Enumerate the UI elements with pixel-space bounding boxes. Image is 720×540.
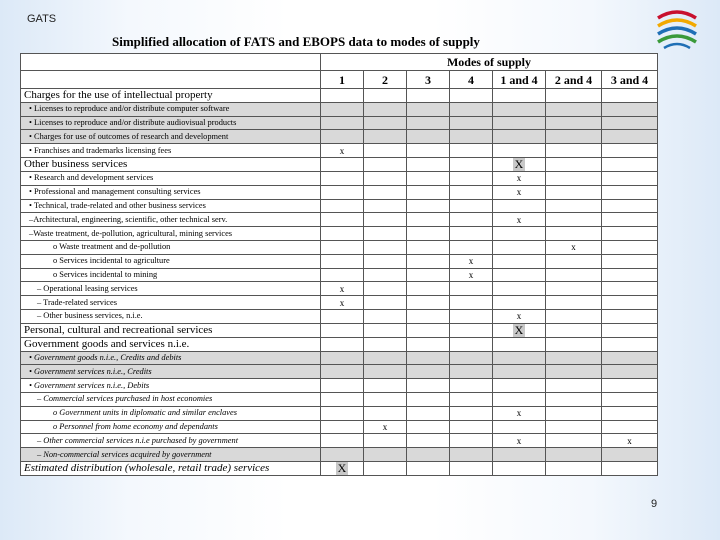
mode-cell [321, 420, 364, 434]
mode-cell [321, 240, 364, 254]
mode-cell [407, 240, 450, 254]
mode-cell [407, 268, 450, 282]
page-title: Simplified allocation of FATS and EBOPS data to modes of supply [112, 34, 480, 49]
mode-cell [493, 420, 546, 434]
mode-cell [602, 89, 658, 103]
mode-cell [450, 227, 493, 241]
table-row [21, 227, 658, 241]
mode-cell [602, 213, 658, 227]
header-label: GATS [27, 13, 57, 25]
header-row-columns [21, 71, 658, 89]
mode-cell [450, 351, 493, 365]
mode-cell [602, 157, 658, 171]
mode-cell [450, 296, 493, 310]
mode-cell [546, 337, 602, 351]
table-row [21, 379, 658, 393]
mode-cell: x [450, 268, 493, 282]
table-row [21, 171, 658, 185]
mode-cell [493, 461, 546, 475]
mode-cell [602, 240, 658, 254]
row-label: • Professional and management consulting services [21, 185, 321, 199]
mode-cell [321, 171, 364, 185]
mode-cell [546, 309, 602, 323]
mode-cell [407, 461, 450, 475]
header-blank-cell [21, 71, 321, 89]
mode-cell [407, 392, 450, 406]
mode-cell [546, 351, 602, 365]
table-row [21, 434, 658, 448]
allocation-mark: X [337, 461, 347, 475]
mode-cell [407, 144, 450, 158]
mode-cell [450, 102, 493, 116]
mode-cell [364, 199, 407, 213]
mode-cell [321, 448, 364, 462]
mode-cell [321, 185, 364, 199]
mode-cell [364, 351, 407, 365]
mode-cell [364, 296, 407, 310]
mode-cell [407, 185, 450, 199]
table-row [21, 254, 658, 268]
row-label: – Other business services, n.i.e. [21, 309, 321, 323]
mode-cell [321, 309, 364, 323]
mode-cell [546, 227, 602, 241]
mode-cell [321, 365, 364, 379]
mode-cell [321, 213, 364, 227]
row-label: Government goods and services n.i.e. [21, 337, 321, 351]
mode-cell [450, 240, 493, 254]
mode-cell [364, 448, 407, 462]
mode-cell [407, 337, 450, 351]
table-row [21, 365, 658, 379]
mode-cell [364, 309, 407, 323]
mode-cell [450, 406, 493, 420]
mode-cell [546, 392, 602, 406]
column-header: 1 [321, 71, 364, 89]
mode-cell [364, 213, 407, 227]
mode-cell [321, 392, 364, 406]
mode-cell [546, 420, 602, 434]
mode-cell [493, 116, 546, 130]
row-label: Estimated distribution (wholesale, retail trade) services [21, 461, 321, 475]
mode-cell [602, 185, 658, 199]
mode-cell: x [602, 434, 658, 448]
row-label: o Personnel from home economy and dependants [21, 420, 321, 434]
mode-cell [546, 268, 602, 282]
mode-cell [493, 282, 546, 296]
mode-cell [450, 213, 493, 227]
mode-cell [546, 116, 602, 130]
mode-cell [407, 351, 450, 365]
mode-cell [450, 461, 493, 475]
mode-cell [364, 392, 407, 406]
mode-cell [321, 116, 364, 130]
table-row [21, 282, 658, 296]
mode-cell [450, 434, 493, 448]
column-header: 2 [364, 71, 407, 89]
row-label: –Waste treatment, de-pollution, agricultural, mining services [21, 227, 321, 241]
mode-cell [602, 309, 658, 323]
mode-cell [321, 102, 364, 116]
row-label: Other business services [21, 157, 321, 171]
modes-of-supply-header: Modes of supply [321, 54, 658, 71]
mode-cell [364, 144, 407, 158]
row-label: o Waste treatment and de-pollution [21, 240, 321, 254]
row-label: o Services incidental to mining [21, 268, 321, 282]
mode-cell [364, 406, 407, 420]
mode-cell [493, 268, 546, 282]
mode-cell [546, 254, 602, 268]
mode-cell [546, 296, 602, 310]
mode-cell [602, 116, 658, 130]
mode-cell [364, 365, 407, 379]
mode-cell [407, 282, 450, 296]
row-label: o Government units in diplomatic and similar enclaves [21, 406, 321, 420]
mode-cell [493, 296, 546, 310]
mode-cell [407, 296, 450, 310]
mode-cell [407, 323, 450, 337]
mode-cell: x [493, 406, 546, 420]
table-row [21, 199, 658, 213]
mode-cell [450, 89, 493, 103]
mode-cell [364, 89, 407, 103]
table-row [21, 392, 658, 406]
table-row [21, 89, 658, 103]
mode-cell [602, 296, 658, 310]
mode-cell: x [493, 185, 546, 199]
mode-cell [602, 406, 658, 420]
mode-cell [493, 130, 546, 144]
mode-cell [493, 337, 546, 351]
row-label: – Operational leasing services [21, 282, 321, 296]
mode-cell [364, 227, 407, 241]
mode-cell [546, 282, 602, 296]
table-row [21, 296, 658, 310]
mode-cell [364, 337, 407, 351]
mode-cell [602, 130, 658, 144]
table-row [21, 240, 658, 254]
table-row [21, 116, 658, 130]
mode-cell [602, 144, 658, 158]
column-header: 1 and 4 [493, 71, 546, 89]
mode-cell [364, 185, 407, 199]
mode-cell [450, 130, 493, 144]
table-row [21, 102, 658, 116]
mode-cell [407, 420, 450, 434]
table-row [21, 337, 658, 351]
mode-cell [546, 213, 602, 227]
mode-cell [407, 199, 450, 213]
mode-cell [546, 130, 602, 144]
mode-cell [493, 89, 546, 103]
mode-cell: x [321, 296, 364, 310]
column-header: 2 and 4 [546, 71, 602, 89]
allocation-table [20, 53, 658, 476]
row-label: – Commercial services purchased in host economies [21, 392, 321, 406]
mode-cell [493, 102, 546, 116]
page-number: 9 [651, 498, 658, 510]
mode-cell [546, 379, 602, 393]
row-label: • Licenses to reproduce and/or distribute audiovisual products [21, 116, 321, 130]
mode-cell [450, 144, 493, 158]
row-label: • Franchises and trademarks licensing fees [21, 144, 321, 158]
mode-cell [602, 365, 658, 379]
mode-cell [407, 379, 450, 393]
mode-cell [321, 89, 364, 103]
row-label: • Licenses to reproduce and/or distribute computer software [21, 102, 321, 116]
row-label: • Research and development services [21, 171, 321, 185]
mode-cell [321, 337, 364, 351]
mode-cell [546, 461, 602, 475]
mode-cell [602, 337, 658, 351]
column-header: 3 [407, 71, 450, 89]
mode-cell [493, 351, 546, 365]
mode-cell [321, 323, 364, 337]
mode-cell [602, 282, 658, 296]
mode-cell [546, 144, 602, 158]
mode-cell [364, 157, 407, 171]
mode-cell [407, 448, 450, 462]
mode-cell [546, 102, 602, 116]
mode-cell [321, 157, 364, 171]
mode-cell [364, 434, 407, 448]
mode-cell [546, 171, 602, 185]
mode-cell [321, 434, 364, 448]
mode-cell [407, 130, 450, 144]
mode-cell [321, 227, 364, 241]
mode-cell [364, 268, 407, 282]
mode-cell: x [450, 254, 493, 268]
mode-cell [602, 420, 658, 434]
table-row [21, 461, 658, 475]
mode-cell: x [364, 420, 407, 434]
mode-cell: x [493, 309, 546, 323]
mode-cell [407, 434, 450, 448]
allocation-mark: X [514, 157, 524, 171]
mode-cell [407, 254, 450, 268]
mode-cell [493, 240, 546, 254]
mode-cell [546, 185, 602, 199]
table-row [21, 351, 658, 365]
mode-cell [407, 309, 450, 323]
table-row [21, 323, 658, 337]
row-label: – Trade-related services [21, 296, 321, 310]
row-label: • Government services n.i.e., Debits [21, 379, 321, 393]
row-label: Personal, cultural and recreational services [21, 323, 321, 337]
mode-cell [364, 130, 407, 144]
mode-cell [450, 323, 493, 337]
table-row [21, 406, 658, 420]
header-row-modes [21, 54, 658, 71]
mode-cell [450, 171, 493, 185]
mode-cell [602, 379, 658, 393]
mode-cell [407, 406, 450, 420]
table-row [21, 448, 658, 462]
mode-cell: x [546, 240, 602, 254]
mode-cell [602, 268, 658, 282]
mode-cell [450, 448, 493, 462]
column-header: 3 and 4 [602, 71, 658, 89]
mode-cell [546, 199, 602, 213]
row-label: Charges for the use of intellectual property [21, 89, 321, 103]
table-row [21, 268, 658, 282]
mode-cell [493, 227, 546, 241]
mode-cell [546, 448, 602, 462]
mode-cell [450, 157, 493, 171]
mode-cell [450, 199, 493, 213]
table-row [21, 157, 658, 171]
mode-cell [546, 323, 602, 337]
mode-cell [450, 420, 493, 434]
mode-cell: x [321, 282, 364, 296]
mode-cell [407, 171, 450, 185]
mode-cell [602, 351, 658, 365]
mode-cell [364, 461, 407, 475]
header-blank-cell [21, 54, 321, 71]
mode-cell [407, 227, 450, 241]
row-label: • Charges for use of outcomes of research and development [21, 130, 321, 144]
mode-cell [450, 185, 493, 199]
mode-cell [321, 461, 364, 475]
table-row [21, 144, 658, 158]
row-label: • Government services n.i.e., Credits [21, 365, 321, 379]
mode-cell [493, 144, 546, 158]
mode-cell [364, 240, 407, 254]
mode-cell [602, 323, 658, 337]
mode-cell [493, 448, 546, 462]
mode-cell [602, 392, 658, 406]
table-row [21, 130, 658, 144]
row-label: – Other commercial services n.i.e purchased by government [21, 434, 321, 448]
mode-cell [364, 171, 407, 185]
mode-cell [450, 337, 493, 351]
allocation-mark: X [514, 323, 524, 337]
row-label: – Non-commercial services acquired by government [21, 448, 321, 462]
row-label: –Architectural, engineering, scientific, other technical serv. [21, 213, 321, 227]
mode-cell [602, 448, 658, 462]
mode-cell [450, 116, 493, 130]
mode-cell [364, 379, 407, 393]
mode-cell [602, 102, 658, 116]
mode-cell [321, 379, 364, 393]
mode-cell [546, 434, 602, 448]
mode-cell [602, 171, 658, 185]
mode-cell [493, 199, 546, 213]
mode-cell [321, 406, 364, 420]
mode-cell [493, 379, 546, 393]
table-row [21, 420, 658, 434]
mode-cell [321, 199, 364, 213]
mode-cell [321, 268, 364, 282]
mode-cell [407, 89, 450, 103]
mode-cell [493, 392, 546, 406]
mode-cell [321, 254, 364, 268]
mode-cell [602, 227, 658, 241]
table-row [21, 185, 658, 199]
mode-cell: x [493, 213, 546, 227]
table-row [21, 309, 658, 323]
mode-cell [602, 199, 658, 213]
column-header: 4 [450, 71, 493, 89]
mode-cell [407, 213, 450, 227]
mode-cell [364, 254, 407, 268]
mode-cell: x [493, 434, 546, 448]
wto-logo-icon [654, 4, 700, 54]
mode-cell [321, 351, 364, 365]
mode-cell [407, 157, 450, 171]
mode-cell: x [493, 171, 546, 185]
mode-cell [493, 323, 546, 337]
mode-cell [321, 130, 364, 144]
mode-cell [450, 392, 493, 406]
mode-cell [407, 365, 450, 379]
row-label: • Government goods n.i.e., Credits and debits [21, 351, 321, 365]
mode-cell [493, 365, 546, 379]
mode-cell [493, 157, 546, 171]
table-row [21, 213, 658, 227]
mode-cell [364, 116, 407, 130]
mode-cell [407, 102, 450, 116]
mode-cell [364, 323, 407, 337]
mode-cell [602, 461, 658, 475]
mode-cell [364, 102, 407, 116]
mode-cell [546, 406, 602, 420]
row-label: o Services incidental to agriculture [21, 254, 321, 268]
mode-cell [450, 365, 493, 379]
mode-cell [546, 365, 602, 379]
mode-cell [407, 116, 450, 130]
row-label: • Technical, trade-related and other business services [21, 199, 321, 213]
mode-cell [450, 282, 493, 296]
mode-cell [364, 282, 407, 296]
mode-cell [602, 254, 658, 268]
mode-cell [493, 254, 546, 268]
mode-cell: x [321, 144, 364, 158]
mode-cell [450, 379, 493, 393]
mode-cell [546, 157, 602, 171]
mode-cell [450, 309, 493, 323]
mode-cell [546, 89, 602, 103]
